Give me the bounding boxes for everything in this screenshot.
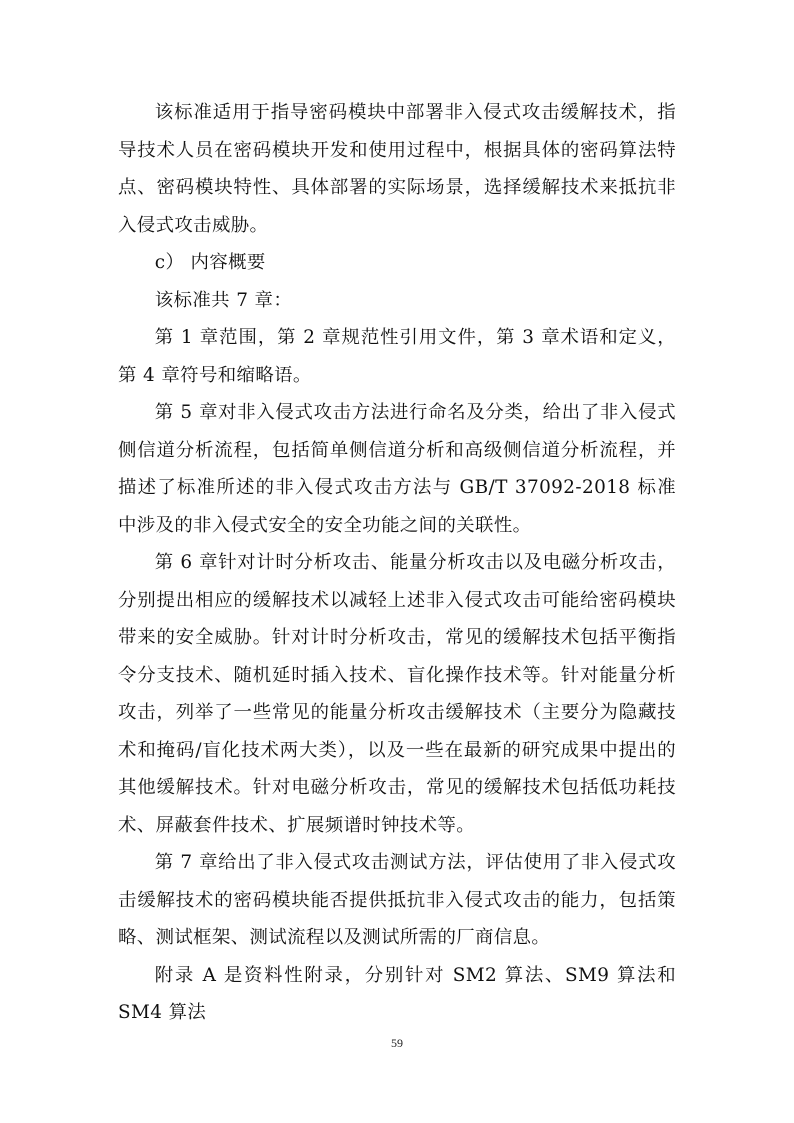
section-heading-content-summary: c） 内容概要 xyxy=(154,252,266,273)
body-text xyxy=(118,94,676,1032)
paragraph-chapter-5: 第 5 章对非入侵式攻击方法进行命名及分类，给出了非入侵式侧信道分析流程，包括简单侧信道分析和高级侧信道分析流程，并描述了标准所述的非入侵式攻击方法与 GB/T 37092-2018 标准中涉及的非入侵式安全的安全功能之间的关联性。 xyxy=(118,402,676,536)
paragraph-chapter-count: 该标准共 7 章： xyxy=(154,289,293,311)
paragraph-chapter-6: 第 6 章针对计时分析攻击、能量分析攻击以及电磁分析攻击，分别提出相应的缓解技术以减轻上述非入侵式攻击可能给密码模块带来的安全威胁。针对计时分析攻击，常见的缓解技术包括平衡指令分支技术、随机延时插入技术、盲化操作技术等。针对能量分析攻击，列举了一些常见的能量分析攻击缓解技术（主要分为隐藏技术和掩码/盲化技术两大类），以及一些在最新的研究成果中提出的其他缓解技术。针对电磁分析攻击，常见的缓解技术包括低功耗技术、屏蔽套件技术、扩展频谱时钟技术等。 xyxy=(118,552,676,836)
paragraph-chapter-7: 第 7 章给出了非入侵式攻击测试方法，评估使用了非入侵式攻击缓解技术的密码模块能否提供抵抗非入侵式攻击的能力，包括策略、测试框架、测试流程以及测试所需的厂商信息。 xyxy=(118,852,676,948)
paragraph-appendix-a: 附录 A 是资料性附录，分别针对 SM2 算法、SM9 算法和 SM4 算法 xyxy=(118,964,676,1023)
paragraph-scope: 该标准适用于指导密码模块中部署非入侵式攻击缓解技术，指导技术人员在密码模块开发和使用过程中，根据具体的密码算法特点、密码模块特性、具体部署的实际场景，选择缓解技术来抵抗非入侵式攻击威胁。 xyxy=(118,102,676,236)
paragraph-chapters-1-4: 第 1 章范围，第 2 章规范性引用文件，第 3 章术语和定义，第 4 章符号和缩略语。 xyxy=(118,327,676,386)
page-number: 59 xyxy=(391,1036,403,1050)
